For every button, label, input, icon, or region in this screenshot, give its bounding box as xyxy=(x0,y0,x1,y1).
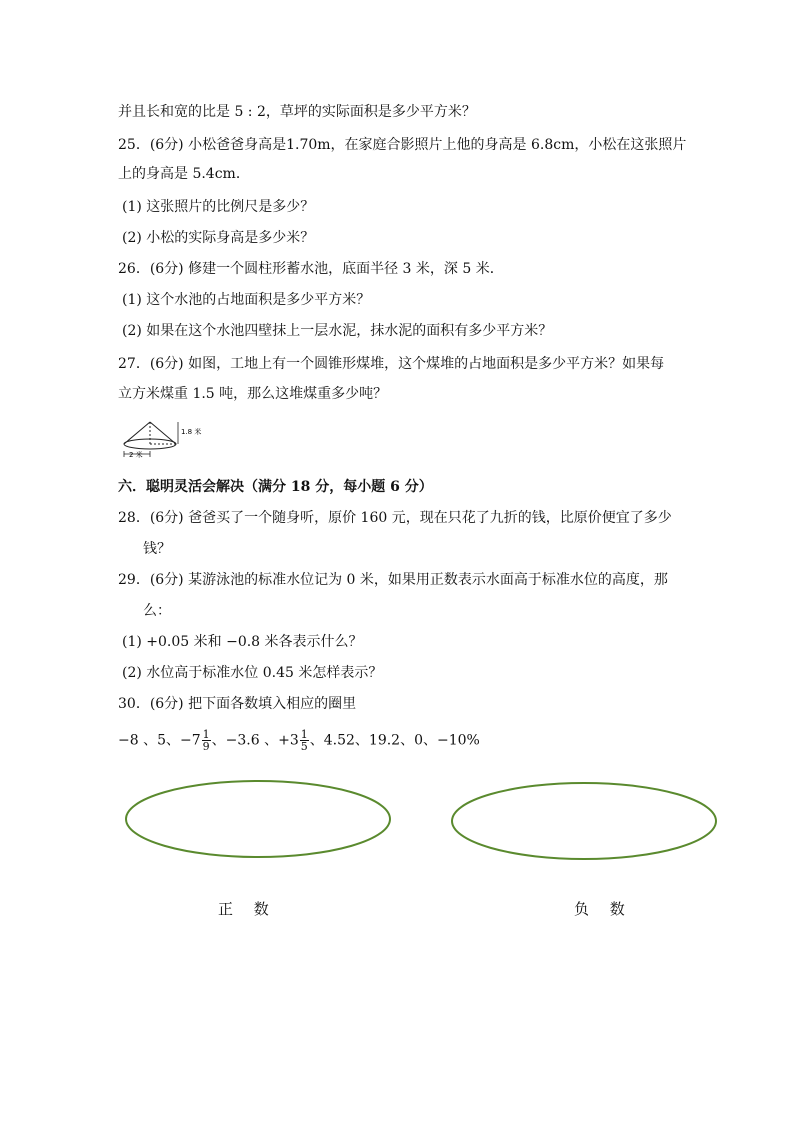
q26-part2: (2) 如果在这个水池四壁抹上一层水泥，抹水泥的面积有多少平方米？ xyxy=(122,323,553,339)
height-label: 1.8 米 xyxy=(181,428,202,436)
positive-numbers-circle[interactable] xyxy=(122,778,394,860)
fraction-one-ninth: $\frac{1}{9}$ xyxy=(202,728,210,753)
radius-label: 2 米 xyxy=(129,451,143,458)
number-list-part-c: 、4.52、19.2、0、−10% xyxy=(309,732,480,749)
q27-text: 27．(6分) 如图，工地上有一个圆锥形煤堆，这个煤堆的占地面积是多少平方米？如果每 xyxy=(118,356,665,372)
section-6-heading: 六．聪明灵活会解决（满分 18 分，每小题 6 分） xyxy=(118,479,433,495)
q30-text: 30．(6分) 把下面各数填入相应的圈里 xyxy=(118,696,357,712)
q29-text-cont: 么： xyxy=(143,603,171,619)
negative-numbers-circle[interactable] xyxy=(448,780,720,862)
q26-part1: (1) 这个水池的占地面积是多少平方米？ xyxy=(122,292,371,308)
number-list-part-b: 、−3.6 、+3 xyxy=(211,732,299,749)
number-list xyxy=(118,729,480,752)
q25-text-cont: 上的身高是 5.4cm． xyxy=(118,166,250,182)
q29-text: 29．(6分) 某游泳池的标准水位记为 0 米，如果用正数表示水面高于标准水位的高度，那 xyxy=(118,572,668,588)
q28-text-cont: 钱？ xyxy=(143,541,171,557)
q29-part2: (2) 水位高于标准水位 0.45 米怎样表示？ xyxy=(122,665,383,681)
q25-part2: (2) 小松的实际身高是多少米？ xyxy=(122,230,315,246)
fraction-one-fifth: $\frac{1}{5}$ xyxy=(300,728,308,753)
cone-coal-pile-figure xyxy=(120,418,204,458)
positive-label: 正 数 xyxy=(218,900,277,918)
q25-part1: (1) 这张照片的比例尺是多少？ xyxy=(122,199,315,215)
q28-text: 28．(6分) 爸爸买了一个随身听，原价 160 元，现在只花了九折的钱，比原价便宜了多少 xyxy=(118,510,672,526)
q27-text-cont: 立方米煤重 1.5 吨，那么这堆煤重多少吨？ xyxy=(118,386,388,402)
q26-text: 26．(6分) 修建一个圆柱形蓄水池，底面半径 3 米，深 5 米． xyxy=(118,261,504,277)
number-list-part-a: −8 、5、−7 xyxy=(118,732,201,749)
q25-text: 25．(6分) 小松爸爸身高是1.70m，在家庭合影照片上他的身高是 6.8cm，小松在这张照片 xyxy=(118,137,687,153)
q29-part1: (1) +0.05 米和 −0.8 米各表示什么？ xyxy=(122,634,363,650)
negative-label: 负 数 xyxy=(574,900,633,918)
q24-continuation: 并且长和宽的比是 5 : 2，草坪的实际面积是多少平方米？ xyxy=(118,104,476,120)
